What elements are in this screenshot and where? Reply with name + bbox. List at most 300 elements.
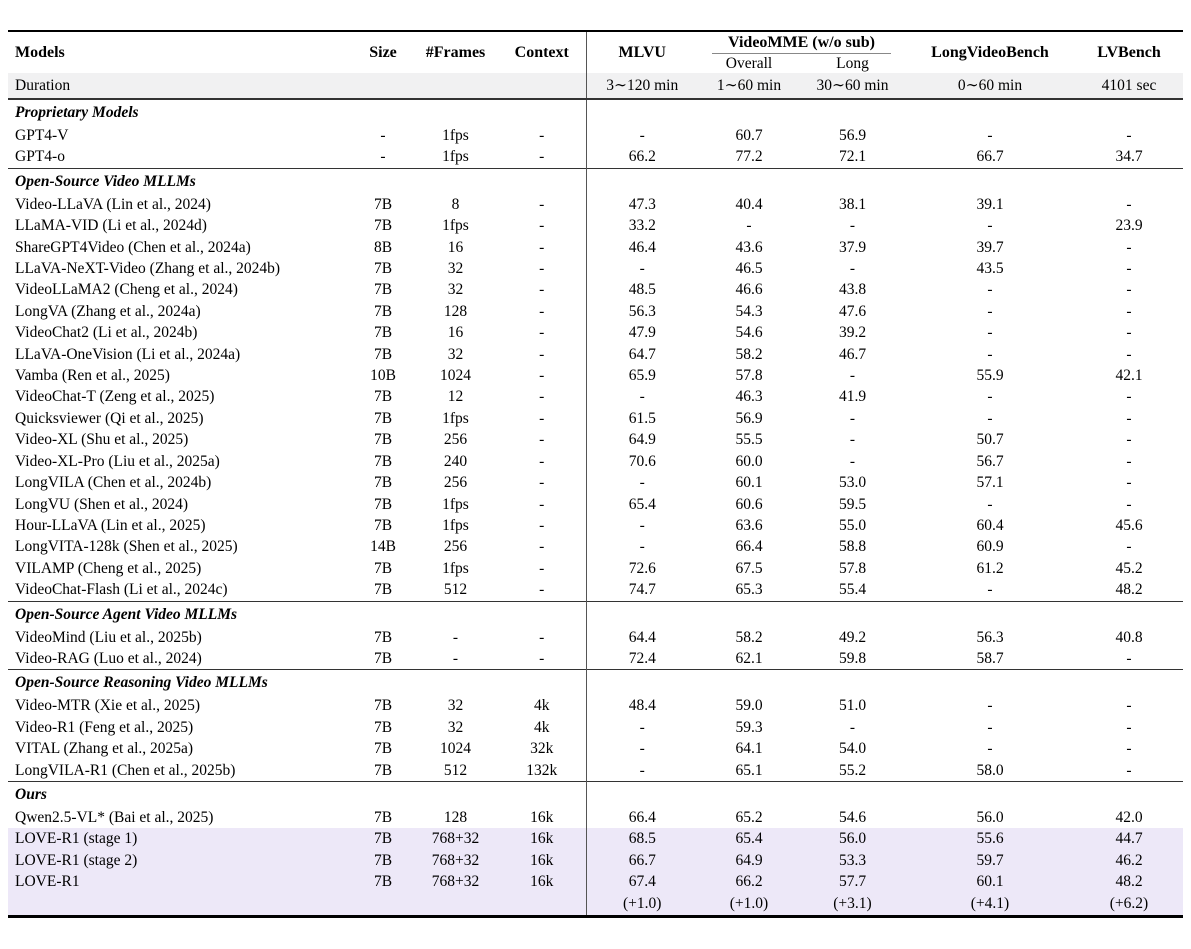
metric-value-cell: - bbox=[987, 495, 993, 513]
metric-value-cell: - bbox=[987, 217, 993, 235]
metric-value-cell: 59.3 bbox=[735, 718, 763, 736]
metric-value-cell: 66.7 bbox=[976, 148, 1004, 166]
metric-value-cell: 1fps bbox=[442, 217, 469, 235]
metric-value-cell: 7B bbox=[373, 628, 393, 646]
metric-value-cell: 7B bbox=[353, 871, 413, 892]
metric-value-cell: - bbox=[987, 345, 993, 363]
metric-value-cell: 57.8 bbox=[838, 559, 867, 577]
model-name-cell: LongVU (Shen et al., 2024) bbox=[15, 495, 189, 513]
metric-value-cell: - bbox=[539, 538, 545, 556]
metric-value-cell: 70.6 bbox=[586, 451, 698, 472]
metric-value-cell: 16k bbox=[530, 808, 554, 826]
metric-value-cell: 55.5 bbox=[735, 431, 763, 449]
model-name-cell: Qwen2.5-VL* (Bai et al., 2025) bbox=[15, 808, 214, 826]
metric-value-cell: - bbox=[539, 217, 545, 235]
metric-value-cell: 42.0 bbox=[1115, 808, 1143, 826]
metric-value-cell: 32k bbox=[530, 740, 554, 758]
model-name-cell: LOVE-R1 (stage 1) bbox=[8, 828, 353, 849]
metric-value-cell: 37.9 bbox=[838, 238, 867, 256]
model-name-cell: LongVA (Zhang et al., 2024a) bbox=[15, 302, 201, 320]
metric-value-cell: 60.6 bbox=[735, 495, 763, 513]
model-name-cell: Video-LLaVA (Lin et al., 2024) bbox=[15, 195, 211, 213]
section-header-row bbox=[8, 670, 1183, 696]
duration-row bbox=[8, 73, 1183, 99]
metric-value-cell: - bbox=[987, 409, 993, 427]
metric-value-cell: - bbox=[1126, 538, 1132, 556]
duration-mlvu: 3∼120 min bbox=[586, 73, 698, 99]
model-name-cell: LOVE-R1 (stage 2) bbox=[8, 850, 353, 871]
model-name-cell: VideoMind (Liu et al., 2025b) bbox=[15, 628, 202, 646]
metric-value-cell: 59.0 bbox=[735, 697, 763, 715]
metric-value-cell: 47.9 bbox=[586, 322, 698, 343]
metric-value-cell: 768+32 bbox=[413, 850, 498, 871]
metric-value-cell bbox=[498, 893, 586, 917]
metric-value-cell: 44.7 bbox=[1075, 828, 1183, 849]
metric-value-cell: 57.7 bbox=[800, 871, 905, 892]
metric-value-cell: 16 bbox=[447, 324, 464, 342]
column-header-mlvu: MLVU bbox=[586, 31, 698, 73]
metric-value-cell: - bbox=[987, 718, 993, 736]
metric-value-cell: 41.9 bbox=[838, 388, 867, 406]
metric-value-cell: - bbox=[1126, 281, 1132, 299]
section-spacer bbox=[586, 99, 1183, 125]
section-title: Open-Source Agent Video MLLMs bbox=[8, 601, 586, 627]
metric-value-cell: - bbox=[987, 388, 993, 406]
model-name-cell: Video-XL (Shu et al., 2025) bbox=[15, 431, 189, 449]
metric-value-cell: 7B bbox=[373, 409, 393, 427]
metric-value-cell: 16k bbox=[498, 850, 586, 871]
column-header-context: Context bbox=[514, 43, 569, 61]
metric-value-cell: 42.1 bbox=[1115, 367, 1143, 385]
metric-value-cell: (+3.1) bbox=[800, 893, 905, 917]
metric-value-cell: - bbox=[1126, 409, 1132, 427]
metric-value-cell: 55.0 bbox=[838, 516, 867, 534]
metric-value-cell: 7B bbox=[353, 828, 413, 849]
metric-value-cell: - bbox=[539, 559, 545, 577]
metric-value-cell: - bbox=[380, 127, 386, 144]
metric-value-cell: (+6.2) bbox=[1075, 893, 1183, 917]
metric-value-cell: - bbox=[987, 324, 993, 342]
metric-value-cell: 1024 bbox=[440, 740, 471, 758]
metric-value-cell: 67.5 bbox=[735, 559, 763, 577]
metric-value-cell: 66.2 bbox=[586, 146, 698, 168]
section-title: Ours bbox=[8, 781, 586, 807]
metric-value-cell: - bbox=[452, 649, 459, 667]
metric-value-cell: - bbox=[539, 367, 545, 385]
metric-value-cell: 7B bbox=[373, 217, 393, 235]
metric-value-cell: 43.6 bbox=[735, 238, 763, 256]
duration-lvbench: 4101 sec bbox=[1075, 73, 1183, 99]
metric-value-cell: 43.8 bbox=[838, 281, 867, 299]
table-row bbox=[8, 807, 1183, 828]
model-name-cell: VILAMP (Cheng et al., 2025) bbox=[15, 559, 202, 577]
table-row bbox=[8, 828, 1183, 849]
section-header-row bbox=[8, 168, 1183, 194]
metric-value-cell: 7B bbox=[373, 718, 393, 736]
metric-value-cell: 56.3 bbox=[586, 301, 698, 322]
metric-value-cell: - bbox=[1126, 495, 1132, 513]
metric-value-cell: 64.1 bbox=[735, 740, 763, 758]
metric-value-cell: 128 bbox=[443, 808, 468, 826]
metric-value-cell: 60.1 bbox=[735, 474, 763, 492]
model-name-cell: LongVITA-128k (Shen et al., 2025) bbox=[15, 538, 238, 556]
metric-value-cell: - bbox=[539, 238, 545, 256]
metric-value-cell: 56.0 bbox=[976, 808, 1004, 826]
table-row bbox=[8, 472, 1183, 493]
metric-value-cell: 46.7 bbox=[838, 345, 867, 363]
metric-value-cell: 59.7 bbox=[905, 850, 1075, 871]
metric-value-cell: 32 bbox=[447, 281, 464, 299]
metric-value-cell: 60.9 bbox=[976, 538, 1004, 556]
table-row bbox=[8, 365, 1183, 386]
metric-value-cell: 72.4 bbox=[586, 648, 698, 670]
metric-value-cell: 33.2 bbox=[586, 215, 698, 236]
metric-value-cell: - bbox=[586, 386, 698, 407]
metric-value-cell: 1fps bbox=[442, 559, 469, 577]
metric-value-cell: 512 bbox=[443, 761, 468, 779]
metric-value-cell: - bbox=[1126, 127, 1132, 144]
model-name-cell: Video-RAG (Luo et al., 2024) bbox=[15, 649, 202, 667]
metric-value-cell: 47.6 bbox=[838, 302, 867, 320]
metric-value-cell: - bbox=[539, 474, 545, 492]
metric-value-cell: - bbox=[586, 515, 698, 536]
metric-value-cell: - bbox=[1126, 260, 1132, 278]
metric-value-cell: 32 bbox=[447, 345, 464, 363]
metric-value-cell: 61.5 bbox=[586, 408, 698, 429]
metric-value-cell: 7B bbox=[373, 761, 393, 779]
metric-value-cell: 62.1 bbox=[735, 649, 763, 667]
metric-value-cell: 61.2 bbox=[976, 559, 1004, 577]
model-name-cell: LLaVA-OneVision (Li et al., 2024a) bbox=[15, 345, 241, 363]
metric-value-cell: - bbox=[539, 260, 545, 278]
metric-value-cell: - bbox=[1126, 388, 1132, 406]
metric-value-cell: 55.9 bbox=[976, 367, 1004, 385]
metric-value-cell: 58.2 bbox=[735, 345, 763, 363]
column-header-lvbench: LVBench bbox=[1097, 43, 1161, 61]
column-group-videomme-label: VideoMME (w/o sub) bbox=[712, 32, 891, 54]
metric-value-cell: 60.7 bbox=[735, 127, 763, 144]
table-row bbox=[8, 760, 1183, 782]
metric-value-cell: 54.6 bbox=[838, 808, 867, 826]
metric-value-cell: 55.2 bbox=[838, 761, 867, 779]
metric-value-cell: 7B bbox=[373, 281, 393, 299]
metric-value-cell: 7B bbox=[373, 649, 393, 667]
metric-value-cell: 67.4 bbox=[586, 871, 698, 892]
duration-overall: 1∼60 min bbox=[698, 73, 800, 99]
section-spacer bbox=[586, 168, 1183, 194]
metric-value-cell: - bbox=[539, 345, 545, 363]
metric-value-cell: - bbox=[380, 148, 386, 166]
metric-value-cell: - bbox=[1126, 452, 1132, 470]
metric-value-cell: 14B bbox=[370, 538, 396, 556]
model-name-cell: Vamba (Ren et al., 2025) bbox=[15, 367, 170, 385]
metric-value-cell: - bbox=[539, 302, 545, 320]
table-row bbox=[8, 717, 1183, 738]
metric-value-cell: 16k bbox=[498, 871, 586, 892]
column-header-frames: #Frames bbox=[425, 43, 486, 61]
section-spacer bbox=[586, 670, 1183, 696]
model-name-cell: LOVE-R1 bbox=[8, 871, 353, 892]
metric-value-cell: 66.4 bbox=[735, 538, 763, 556]
metric-value-cell: 66.4 bbox=[586, 807, 698, 828]
metric-value-cell: 256 bbox=[443, 431, 468, 449]
metric-value-cell: 66.2 bbox=[698, 871, 800, 892]
table-row bbox=[8, 322, 1183, 343]
metric-value-cell: 7B bbox=[373, 345, 393, 363]
metric-value-cell: 7B bbox=[373, 195, 393, 213]
metric-value-cell: 77.2 bbox=[735, 148, 763, 166]
table-row bbox=[8, 146, 1183, 168]
metric-value-cell: - bbox=[539, 388, 545, 406]
metric-value-cell: 65.1 bbox=[735, 761, 763, 779]
metric-value-cell: - bbox=[987, 127, 993, 144]
table-row bbox=[8, 558, 1183, 579]
metric-value-cell: 46.5 bbox=[735, 260, 763, 278]
metric-value-cell: - bbox=[1126, 431, 1132, 449]
metric-value-cell: 47.3 bbox=[586, 194, 698, 215]
metric-value-cell: 256 bbox=[443, 474, 468, 492]
metric-value-cell: 46.3 bbox=[735, 388, 763, 406]
metric-value-cell: 53.3 bbox=[800, 850, 905, 871]
metric-value-cell: 39.1 bbox=[976, 195, 1004, 213]
metric-value-cell: 39.2 bbox=[838, 324, 867, 342]
metric-value-cell: - bbox=[539, 516, 545, 534]
metric-value-cell: - bbox=[539, 581, 545, 599]
model-name-cell: GPT4-V bbox=[15, 127, 69, 144]
model-name-cell: Video-R1 (Feng et al., 2025) bbox=[15, 718, 194, 736]
metric-value-cell: 7B bbox=[373, 559, 393, 577]
metric-value-cell: 68.5 bbox=[586, 828, 698, 849]
metric-value-cell: 1024 bbox=[440, 367, 471, 385]
metric-value-cell: - bbox=[1126, 649, 1132, 667]
column-group-videomme bbox=[698, 31, 905, 54]
model-name-cell: Quicksviewer (Qi et al., 2025) bbox=[15, 409, 204, 427]
metric-value-cell: 12 bbox=[447, 388, 464, 406]
metric-value-cell: 38.1 bbox=[838, 195, 867, 213]
table-row bbox=[8, 194, 1183, 215]
section-title: Open-Source Reasoning Video MLLMs bbox=[8, 670, 586, 696]
model-name-cell: LLaMA-VID (Li et al., 2024d) bbox=[15, 217, 207, 235]
metric-value-cell: 65.4 bbox=[698, 828, 800, 849]
table-body bbox=[8, 99, 1183, 916]
metric-value-cell: (+1.0) bbox=[586, 893, 698, 917]
metric-value-cell: 64.7 bbox=[586, 344, 698, 365]
metric-value-cell: (+1.0) bbox=[698, 893, 800, 917]
section-spacer bbox=[586, 781, 1183, 807]
metric-value-cell: - bbox=[539, 195, 545, 213]
metric-value-cell: 32 bbox=[447, 718, 464, 736]
table-row bbox=[8, 494, 1183, 515]
table-row bbox=[8, 258, 1183, 279]
metric-value-cell: 7B bbox=[373, 431, 393, 449]
metric-value-cell: 768+32 bbox=[413, 871, 498, 892]
metric-value-cell: - bbox=[539, 281, 545, 299]
metric-value-cell: - bbox=[539, 452, 545, 470]
metric-value-cell: 48.2 bbox=[1115, 581, 1143, 599]
table-row bbox=[8, 536, 1183, 557]
model-name-cell: LongVILA (Chen et al., 2024b) bbox=[15, 474, 212, 492]
metric-value-cell: - bbox=[849, 431, 856, 449]
metric-value-cell: 57.8 bbox=[735, 367, 763, 385]
metric-value-cell: 7B bbox=[353, 850, 413, 871]
metric-value-cell: 54.0 bbox=[838, 740, 867, 758]
metric-value-cell: - bbox=[586, 760, 698, 782]
metric-value-cell: 7B bbox=[373, 260, 393, 278]
metric-value-cell: 65.4 bbox=[586, 494, 698, 515]
metric-value-cell: 48.5 bbox=[586, 279, 698, 300]
header-row-1 bbox=[8, 31, 1183, 54]
model-name-cell: Video-XL-Pro (Liu et al., 2025a) bbox=[15, 452, 220, 470]
metric-value-cell: 60.0 bbox=[735, 452, 763, 470]
metric-value-cell: 58.7 bbox=[976, 649, 1004, 667]
metric-value-cell: 51.0 bbox=[838, 697, 867, 715]
metric-value-cell: - bbox=[849, 452, 856, 470]
metric-value-cell: 59.5 bbox=[838, 495, 867, 513]
metric-value-cell: 240 bbox=[443, 452, 468, 470]
column-header-size: Size bbox=[369, 43, 397, 61]
metric-value-cell: - bbox=[539, 148, 545, 166]
section-title: Proprietary Models bbox=[8, 99, 586, 125]
metric-value-cell: - bbox=[586, 536, 698, 557]
metric-value-cell: - bbox=[539, 409, 545, 427]
metric-value-cell: 43.5 bbox=[976, 260, 1004, 278]
model-name-cell: VideoChat2 (Li et al., 2024b) bbox=[15, 324, 198, 342]
section-title: Open-Source Video MLLMs bbox=[8, 168, 586, 194]
column-header-overall: Overall bbox=[725, 55, 773, 72]
metric-value-cell: - bbox=[539, 495, 545, 513]
metric-value-cell: - bbox=[849, 367, 856, 385]
metric-value-cell: 64.9 bbox=[698, 850, 800, 871]
column-header-longvideobench: LongVideoBench bbox=[931, 43, 1049, 61]
metric-value-cell: 7B bbox=[373, 808, 393, 826]
metric-value-cell: - bbox=[1126, 345, 1132, 363]
metric-value-cell: 1fps bbox=[442, 409, 469, 427]
gains-row bbox=[8, 893, 1183, 917]
metric-value-cell: 63.6 bbox=[735, 516, 763, 534]
metric-value-cell: 8 bbox=[451, 195, 460, 213]
table-row bbox=[8, 237, 1183, 258]
table-row bbox=[8, 429, 1183, 450]
table-row bbox=[8, 344, 1183, 365]
table-row bbox=[8, 386, 1183, 407]
metric-value-cell: 40.8 bbox=[1115, 628, 1143, 646]
column-header-long: Long bbox=[836, 55, 869, 72]
metric-value-cell: 50.7 bbox=[976, 431, 1004, 449]
metric-value-cell: 32 bbox=[447, 697, 464, 715]
metric-value-cell: 7B bbox=[373, 324, 393, 342]
metric-value-cell: 256 bbox=[443, 538, 468, 556]
metric-value-cell: 7B bbox=[373, 388, 393, 406]
metric-value-cell: - bbox=[1126, 195, 1132, 213]
metric-value-cell: - bbox=[452, 628, 459, 646]
metric-value-cell: 23.9 bbox=[1115, 217, 1143, 235]
section-header-row bbox=[8, 781, 1183, 807]
metric-value-cell: 132k bbox=[526, 761, 558, 779]
metric-value-cell: 64.9 bbox=[586, 429, 698, 450]
metric-value-cell: - bbox=[987, 740, 993, 758]
metric-value-cell: 46.4 bbox=[586, 237, 698, 258]
table-row bbox=[8, 871, 1183, 892]
metric-value-cell: 48.4 bbox=[586, 695, 698, 716]
metric-value-cell: 7B bbox=[373, 740, 393, 758]
metric-value-cell: - bbox=[987, 302, 993, 320]
metric-value-cell: - bbox=[1126, 761, 1132, 779]
table-row bbox=[8, 850, 1183, 871]
metric-value-cell: 1fps bbox=[442, 516, 469, 534]
metric-value-cell: - bbox=[746, 217, 752, 235]
metric-value-cell: 1fps bbox=[442, 127, 469, 144]
metric-value-cell: 7B bbox=[373, 302, 393, 320]
metric-value-cell: - bbox=[849, 260, 856, 278]
metric-value-cell: 7B bbox=[373, 697, 393, 715]
metric-value-cell: 58.2 bbox=[735, 628, 763, 646]
metric-value-cell: - bbox=[539, 628, 545, 646]
metric-value-cell: 1fps bbox=[442, 148, 469, 166]
model-name-cell: Video-MTR (Xie et al., 2025) bbox=[15, 697, 201, 715]
metric-value-cell: - bbox=[539, 127, 545, 144]
table-row bbox=[8, 627, 1183, 648]
metric-value-cell: - bbox=[539, 431, 545, 449]
section-spacer bbox=[586, 601, 1183, 627]
metric-value-cell: - bbox=[586, 738, 698, 759]
metric-value-cell: - bbox=[1126, 474, 1132, 492]
metric-value-cell: 1fps bbox=[442, 495, 469, 513]
metric-value-cell: 74.7 bbox=[586, 579, 698, 601]
model-name-cell: VideoChat-T (Zeng et al., 2025) bbox=[15, 388, 215, 406]
metric-value-cell: 128 bbox=[443, 302, 468, 320]
benchmark-results-table bbox=[8, 30, 1183, 918]
metric-value-cell: 45.6 bbox=[1115, 516, 1143, 534]
metric-value-cell: 45.2 bbox=[1115, 559, 1143, 577]
model-name-cell: ShareGPT4Video (Chen et al., 2024a) bbox=[15, 238, 251, 256]
table-row bbox=[8, 648, 1183, 670]
metric-value-cell: 55.6 bbox=[905, 828, 1075, 849]
metric-value-cell: - bbox=[987, 281, 993, 299]
metric-value-cell: 16k bbox=[498, 828, 586, 849]
model-name-cell: VideoLLaMA2 (Cheng et al., 2024) bbox=[15, 281, 238, 299]
table-row bbox=[8, 738, 1183, 759]
model-name-cell: GPT4-o bbox=[15, 148, 65, 166]
section-header-row bbox=[8, 601, 1183, 627]
table-row bbox=[8, 301, 1183, 322]
metric-value-cell: 60.1 bbox=[905, 871, 1075, 892]
metric-value-cell: 7B bbox=[373, 452, 393, 470]
metric-value-cell: 768+32 bbox=[413, 828, 498, 849]
metric-value-cell: 34.7 bbox=[1115, 148, 1143, 166]
section-header-row bbox=[8, 99, 1183, 125]
metric-value-cell: - bbox=[1126, 740, 1132, 758]
metric-value-cell: 56.9 bbox=[735, 409, 763, 427]
table-row bbox=[8, 579, 1183, 601]
metric-value-cell: 32 bbox=[447, 260, 464, 278]
column-header-models: Models bbox=[15, 43, 65, 61]
table-row bbox=[8, 125, 1183, 146]
model-name-cell bbox=[8, 893, 353, 917]
metric-value-cell: 66.7 bbox=[586, 850, 698, 871]
metric-value-cell: - bbox=[987, 697, 993, 715]
metric-value-cell: 7B bbox=[373, 516, 393, 534]
metric-value-cell: 7B bbox=[373, 474, 393, 492]
metric-value-cell: 53.0 bbox=[838, 474, 867, 492]
metric-value-cell: 72.1 bbox=[838, 148, 867, 166]
model-name-cell: VideoChat-Flash (Li et al., 2024c) bbox=[15, 581, 228, 599]
metric-value-cell bbox=[353, 893, 413, 917]
duration-longvideobench: 0∼60 min bbox=[905, 73, 1075, 99]
metric-value-cell: 40.4 bbox=[735, 195, 763, 213]
metric-value-cell: 58.0 bbox=[976, 761, 1004, 779]
table-row bbox=[8, 451, 1183, 472]
metric-value-cell: (+4.1) bbox=[905, 893, 1075, 917]
